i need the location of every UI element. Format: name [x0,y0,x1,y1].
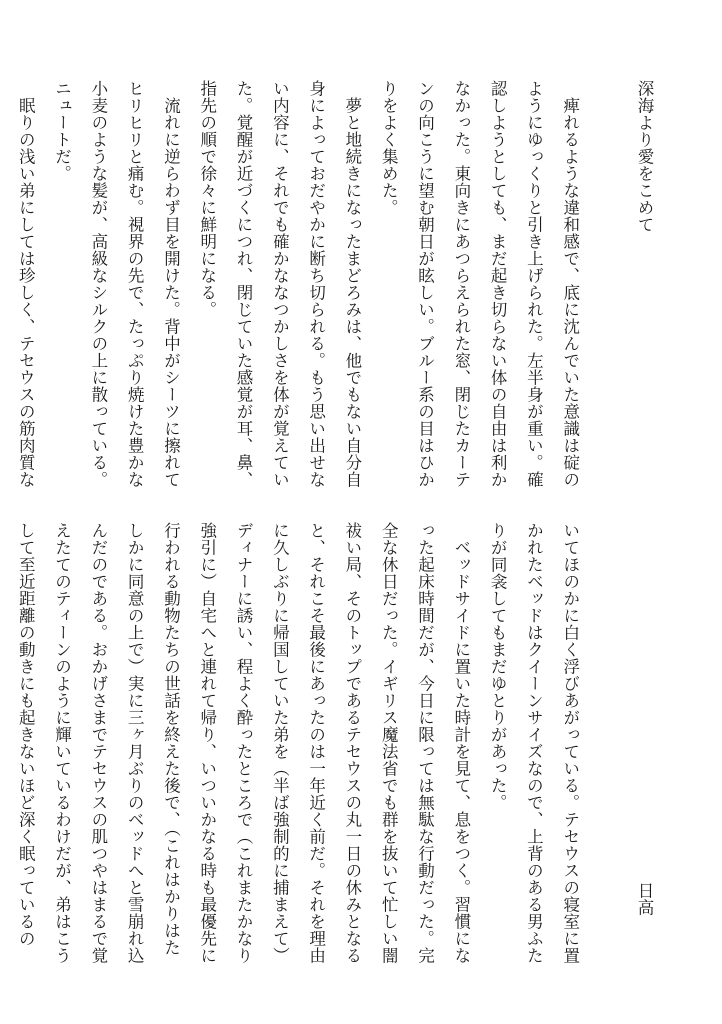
paragraph: 痺れるような違和感で、底に沈んでいた意識は碇のようにゆっくりと引き上げられた。左半身が重い。確認しようとしても、まだ起き切らない体の自由は利かなかった。東向きにあつらえられた窓、閉じたカーテンの向こうに望む朝日が眩しい。ブルー系の目はひかりをよく集めた。 [379,80,580,488]
upper-text-block [16,80,662,490]
paragraph: いてほのかに白く浮びあがっている。テセウスの寝室に置かれたベッドはクイーンサイズなので、上背のある男ふたりが同衾してもまだゆとりがあった。 [488,522,580,964]
paragraph: 眠りの浅い弟にしては珍しく、テセウスの筋肉質な [16,96,36,488]
author-name: 日高 [635,882,654,916]
story-title: 深海より愛をこめて [635,80,654,233]
paragraph: 流れに逆らわず目を開けた。背中がシーツに擦れてヒリヒリと痛む。視界の先で、たっぷり焼けた豊かな小麦のような髪が、高級なシルクの上に散っている。ニュートだ。 [52,80,181,488]
paragraph: ベッドサイドに置いた時計を見て、息をつく。習慣になった起床時間だが、今日に限っては無駄な行動だった。完全な休日だった。イギリス魔法省でも群を抜いて忙しい闇祓い局、そのトップであるテセウスの丸一日の休みとなると、それこそ最後にあったのは一年近く前だ。それを理由に久しぶりに帰国していた弟を（半ば強制的に捕まえて）ディナーに誘い、程よく酔ったところで（これまたかなり強引に）自宅へと連れて帰り、いついかなる時も最優先に行われる動物たちの世話を終えた後で、（これはかりはたしかに同意の上で）実に三ヶ月ぶりのベッドへと雪崩れ込んだのである。おかげさまでテセウスの肌つやはまるで覚えたてのティーンのように輝いているわけだが、弟はこうして至近距離の動きにも起きないほど深く眠っているの [16,522,471,964]
lower-text-block [16,522,662,972]
paragraph: 夢と地続きになったまどろみは、他でもない自分自身によっておだやかに断ち切られる。もう思い出せない内容に、それでも確かななつかしさを体が覚えていた。覚醒が近づくにつれ、閉じていた感覚が耳、鼻、指先の順で徐々に鮮明になる。 [197,80,362,488]
